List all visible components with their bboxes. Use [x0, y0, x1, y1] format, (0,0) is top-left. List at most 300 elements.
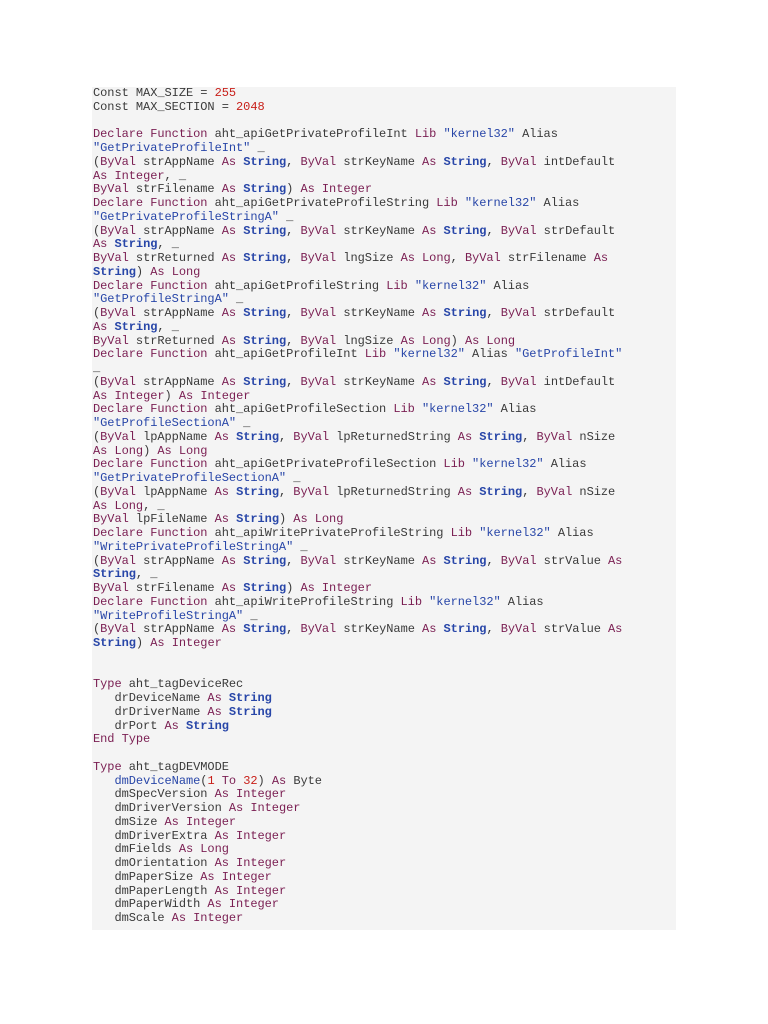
code-token: "kernel32" — [472, 457, 544, 472]
code-token: As Long — [157, 443, 208, 458]
code-token: As — [207, 691, 222, 705]
code-token: As Long — [293, 512, 344, 527]
code-line — [93, 541, 676, 555]
code-token: "kernel32" — [429, 594, 501, 609]
code-token: _ — [250, 141, 265, 155]
code-token — [215, 870, 222, 884]
code-token: Integer — [200, 388, 251, 403]
code-token — [229, 512, 236, 526]
code-line — [93, 816, 676, 830]
code-token: ) — [135, 636, 151, 650]
code-token: String — [243, 154, 287, 169]
code-token: ( — [93, 484, 101, 499]
code-token: Lib — [393, 402, 415, 417]
code-token: ByVal — [464, 251, 501, 265]
code-token: String — [479, 484, 523, 499]
code-token — [436, 306, 443, 320]
code-token: strValue — [536, 553, 609, 568]
code-token: intDefault — [536, 154, 616, 169]
code-token: strDefault — [536, 306, 616, 320]
code-line — [93, 307, 676, 321]
code-token: strAppName — [135, 553, 222, 568]
code-token: String — [243, 553, 287, 568]
code-line — [93, 527, 676, 541]
code-token: Lib — [450, 526, 473, 540]
code-token — [93, 774, 114, 788]
code-token: , — [286, 154, 301, 169]
code-token: dmFields — [93, 842, 179, 857]
code-token: Integer — [185, 814, 237, 829]
code-token: ByVal — [300, 154, 337, 169]
code-token: aht_apiWritePrivateProfileString — [207, 526, 451, 540]
code-token: ( — [93, 306, 101, 320]
code-token: As — [422, 154, 437, 169]
code-token: As Long — [400, 251, 451, 265]
code-token: As — [593, 251, 608, 265]
code-token: lngSize — [336, 251, 401, 265]
code-token — [229, 829, 236, 843]
code-line — [93, 555, 676, 569]
code-token — [229, 884, 236, 898]
code-token: ( — [93, 429, 101, 444]
code-token: ( — [93, 553, 101, 568]
code-token — [222, 705, 229, 719]
code-token: As — [457, 484, 473, 499]
code-token: String — [93, 264, 136, 279]
code-token: 1 — [207, 773, 215, 788]
code-token: , — [286, 223, 301, 238]
code-token: String — [243, 374, 287, 389]
code-token: Integer — [236, 883, 287, 898]
code-token — [179, 719, 186, 733]
code-token: As — [221, 223, 237, 238]
code-line — [93, 348, 676, 362]
code-token: Integer — [250, 801, 301, 815]
code-token: Alias — [493, 402, 537, 417]
code-token: ByVal — [93, 251, 129, 265]
code-token: aht_apiGetProfileString — [207, 278, 387, 293]
code-token: ByVal — [100, 223, 136, 238]
code-token: As — [228, 801, 244, 815]
code-token: dmPaperSize — [93, 869, 201, 884]
code-token: As — [221, 553, 237, 568]
code-line — [93, 142, 676, 156]
code-token: Type — [93, 677, 122, 692]
code-token: As — [93, 388, 108, 403]
code-token: , — [486, 223, 501, 238]
code-token: String — [443, 553, 487, 568]
code-token: ByVal — [300, 374, 337, 389]
code-token — [179, 815, 186, 829]
code-token: As — [221, 251, 237, 265]
code-token: ByVal — [100, 374, 136, 389]
code-token: , _ — [164, 168, 186, 183]
code-token: String — [443, 306, 487, 320]
code-token: ByVal — [100, 553, 136, 568]
code-line — [93, 252, 676, 266]
code-token: ) — [278, 512, 294, 527]
code-token: Integer — [193, 911, 244, 925]
code-token: To — [221, 773, 237, 788]
code-token: ( — [200, 773, 208, 788]
code-token: ) — [143, 443, 158, 458]
code-token: As Long — [93, 498, 144, 513]
code-token — [229, 856, 236, 870]
code-token: , _ — [157, 237, 179, 252]
code-line — [93, 623, 676, 637]
code-token: String — [443, 374, 487, 389]
code-token: strAppName — [135, 306, 222, 320]
code-token — [436, 375, 443, 389]
code-token: , — [286, 251, 301, 265]
code-token: ByVal — [93, 182, 129, 197]
code-line — [93, 390, 676, 404]
code-token: String — [93, 636, 136, 650]
code-token: Alias — [514, 127, 558, 142]
code-token: String — [236, 429, 279, 444]
code-token: As — [221, 182, 237, 197]
code-token: As — [300, 581, 315, 595]
code-token — [229, 430, 236, 444]
code-line — [93, 445, 676, 459]
code-token: ByVal — [500, 223, 537, 238]
code-line — [93, 431, 676, 445]
code-line — [93, 128, 676, 142]
code-token: nSize — [572, 484, 616, 499]
code-token: "GetProfileStringA" — [93, 292, 229, 307]
code-line — [93, 500, 676, 514]
code-token: , — [522, 484, 537, 499]
code-token: dmDeviceName — [114, 773, 201, 788]
code-line — [93, 486, 676, 500]
code-line — [93, 596, 676, 610]
code-line — [93, 472, 676, 486]
code-token: strKeyName — [336, 374, 423, 389]
code-line — [93, 871, 676, 885]
code-line — [93, 87, 676, 101]
code-token: As — [300, 182, 315, 197]
code-token: dmPaperLength — [93, 883, 215, 898]
code-token — [436, 224, 443, 238]
code-token: Integer — [114, 168, 165, 183]
code-token: dmScale — [93, 911, 172, 925]
code-token: lpAppName — [135, 484, 215, 499]
code-token: "WriteProfileStringA" — [93, 608, 244, 623]
code-token: , — [286, 374, 301, 389]
code-token: ) — [135, 264, 151, 279]
code-token: ByVal — [93, 581, 129, 595]
code-token: ByVal — [300, 553, 337, 568]
code-token: ) — [450, 333, 465, 348]
code-token: ) — [257, 773, 272, 788]
code-token: String — [243, 182, 287, 197]
code-token — [315, 581, 322, 595]
code-token: Lib — [364, 347, 387, 362]
code-token: As — [200, 869, 215, 884]
code-token: Declare Function — [93, 457, 208, 472]
code-token: As — [221, 306, 237, 320]
code-token: As — [214, 883, 229, 898]
code-token: Integer — [236, 856, 287, 870]
code-token: As — [171, 911, 186, 925]
code-token: _ — [243, 608, 258, 623]
code-line — [93, 761, 676, 775]
code-token: Alias — [550, 526, 594, 540]
code-token: dmSpecVersion — [93, 787, 215, 802]
code-token: ByVal — [100, 154, 136, 169]
code-token: End Type — [93, 732, 151, 747]
code-token: strValue — [536, 622, 609, 637]
code-token: lpReturnedString — [329, 484, 458, 499]
code-token: As — [207, 897, 222, 912]
code-token: As — [214, 828, 229, 843]
code-token: , — [278, 484, 294, 499]
code-line — [93, 692, 676, 706]
code-token: Const MAX_SECTION = — [93, 99, 237, 114]
code-token: As — [221, 581, 237, 595]
code-token: dmPaperWidth — [93, 897, 208, 912]
code-token: As — [422, 223, 437, 238]
code-token: 32 — [243, 773, 258, 788]
code-token: , — [486, 306, 501, 320]
code-token — [229, 787, 236, 801]
code-line — [93, 211, 676, 225]
code-token: , — [286, 333, 301, 348]
code-token: "kernel32" — [443, 127, 515, 142]
code-token: Byte — [286, 773, 322, 788]
code-token: String — [93, 567, 136, 582]
code-line — [93, 775, 676, 789]
code-token: Lib — [386, 278, 408, 293]
code-token: Alias — [500, 594, 544, 609]
code-token: ) — [286, 581, 301, 595]
code-token: , — [486, 154, 501, 169]
code-token — [215, 774, 222, 788]
code-line — [93, 610, 676, 624]
code-line — [93, 637, 676, 651]
code-token: As — [214, 512, 229, 527]
code-token: ) — [164, 388, 179, 403]
code-token: ByVal — [93, 512, 129, 527]
code-token — [229, 485, 236, 499]
code-token: Declare Function — [93, 594, 208, 609]
code-token: As Long — [400, 333, 451, 348]
code-token: , _ — [135, 567, 158, 582]
code-token: intDefault — [536, 374, 616, 389]
code-token: strFilename — [500, 251, 594, 265]
code-token: As Long — [93, 443, 144, 458]
code-token: nSize — [572, 429, 616, 444]
code-token: drDeviceName — [93, 691, 208, 705]
code-token: Alias — [536, 196, 580, 210]
code-token: "kernel32" — [393, 347, 465, 362]
code-line — [93, 733, 676, 747]
code-token: ByVal — [300, 306, 337, 320]
code-token: ByVal — [300, 251, 337, 265]
code-token — [458, 196, 465, 210]
code-token: strAppName — [135, 223, 222, 238]
code-token: strFilename — [128, 581, 222, 595]
code-token — [465, 457, 472, 471]
code-token: As — [608, 622, 623, 637]
code-token: Declare Function — [93, 347, 208, 362]
code-token: String — [443, 223, 487, 238]
code-token: , — [278, 429, 294, 444]
code-token: strAppName — [135, 374, 222, 389]
code-token: aht_tagDeviceRec — [121, 677, 244, 692]
code-token: String — [443, 622, 487, 637]
code-token: aht_apiGetPrivateProfileSection — [207, 457, 444, 472]
code-line — [93, 376, 676, 390]
code-token: String — [236, 484, 279, 499]
code-token: strKeyName — [336, 223, 423, 238]
code-token — [315, 182, 322, 196]
code-token: Integer — [321, 581, 372, 595]
code-token: ByVal — [500, 374, 537, 389]
code-token — [408, 279, 415, 293]
code-line — [93, 293, 676, 307]
code-token: As Long — [464, 333, 516, 348]
code-token: ByVal — [500, 306, 537, 320]
code-line — [93, 788, 676, 802]
code-token: String — [114, 237, 158, 252]
code-token: As — [214, 787, 229, 802]
code-line — [93, 678, 676, 692]
code-token: As — [93, 237, 108, 252]
code-token: String — [228, 691, 272, 705]
code-token: As — [93, 168, 108, 183]
code-token: , — [486, 374, 501, 389]
code-token: ByVal — [500, 622, 537, 637]
code-token — [415, 402, 422, 416]
code-token: , — [486, 622, 501, 637]
code-line — [93, 720, 676, 734]
code-line — [93, 238, 676, 252]
code-token: As — [221, 374, 237, 389]
code-token: , _ — [157, 319, 179, 334]
code-token: As — [422, 622, 437, 637]
code-token: _ — [93, 361, 101, 375]
code-token: Declare Function — [93, 278, 208, 293]
code-token: "GetPrivateProfileInt" — [93, 141, 251, 155]
code-token: As — [457, 429, 473, 444]
code-token: As Long — [150, 264, 201, 279]
code-token: , — [450, 251, 465, 265]
code-token: Lib — [400, 594, 422, 609]
code-token: ByVal — [300, 622, 337, 637]
code-token: As — [164, 718, 179, 733]
code-token: As — [422, 374, 437, 389]
code-token: Declare Function — [93, 526, 208, 540]
code-token: String — [443, 154, 487, 169]
code-line — [93, 403, 676, 417]
code-token: dmDriverExtra — [93, 828, 215, 843]
code-token: lpAppName — [135, 429, 215, 444]
code-token: , — [486, 553, 501, 568]
code-token: dmSize — [93, 814, 165, 829]
code-line — [93, 830, 676, 844]
code-line — [93, 197, 676, 211]
code-token: As — [93, 319, 108, 334]
code-token: Integer — [228, 897, 279, 912]
code-token: Integer — [114, 388, 165, 403]
code-token: As — [221, 333, 237, 348]
code-token: Alias — [486, 278, 530, 293]
code-token: As — [150, 636, 165, 650]
code-token: strAppName — [135, 154, 222, 169]
code-token: As — [608, 553, 623, 568]
code-token: , _ — [143, 498, 165, 513]
code-token: strKeyName — [336, 622, 423, 637]
code-token: "kernel32" — [464, 196, 537, 210]
code-token: , — [286, 553, 301, 568]
code-token: Alias — [464, 347, 515, 362]
code-token: ByVal — [100, 622, 136, 637]
code-token: String — [243, 581, 287, 595]
code-token: aht_apiWriteProfileString — [207, 594, 401, 609]
code-token: _ — [293, 539, 308, 554]
code-token: aht_apiGetPrivateProfileString — [207, 196, 437, 210]
code-token: ( — [93, 622, 101, 637]
code-token: As — [178, 388, 194, 403]
code-token — [436, 155, 443, 169]
code-line — [93, 706, 676, 720]
code-line — [93, 857, 676, 871]
code-token: As — [164, 814, 179, 829]
code-token: Integer — [221, 869, 272, 884]
code-token: Integer — [321, 182, 372, 197]
code-token: String — [228, 704, 272, 719]
code-token: Declare Function — [93, 127, 208, 142]
code-line — [93, 582, 676, 596]
code-token: ( — [93, 374, 101, 389]
code-token: ByVal — [500, 553, 537, 568]
code-token: ByVal — [100, 306, 136, 320]
code-token — [436, 554, 443, 568]
code-token: "GetProfileInt" — [514, 347, 623, 362]
code-token: strKeyName — [336, 306, 423, 320]
code-token: drPort — [93, 718, 165, 733]
code-token: String — [243, 306, 287, 320]
code-token: lngSize — [336, 333, 401, 348]
code-line — [93, 156, 676, 170]
code-token: As — [214, 429, 229, 444]
code-token: Alias — [543, 457, 587, 472]
code-token: Type — [93, 759, 122, 774]
code-token: lpFileName — [128, 512, 215, 527]
code-token: Integer — [171, 636, 222, 650]
code-token: String — [479, 429, 523, 444]
code-token: strFilename — [128, 182, 222, 197]
code-token: aht_apiGetProfileInt — [207, 347, 365, 362]
code-token: strAppName — [135, 622, 222, 637]
code-token: As Long — [178, 842, 229, 857]
code-token: As — [422, 553, 437, 568]
code-token: As — [214, 484, 229, 499]
code-line — [93, 912, 676, 926]
code-token: strReturned — [128, 251, 222, 265]
code-token: ByVal — [500, 154, 537, 169]
code-line — [93, 321, 676, 335]
code-token: "kernel32" — [421, 402, 494, 417]
code-token: Integer — [236, 828, 287, 843]
code-token: dmDriverVersion — [93, 801, 229, 815]
code-token: String — [243, 251, 287, 265]
code-token: strReturned — [128, 333, 222, 348]
code-token: , — [286, 622, 301, 637]
code-line — [93, 665, 676, 679]
code-token: Lib — [414, 127, 437, 142]
